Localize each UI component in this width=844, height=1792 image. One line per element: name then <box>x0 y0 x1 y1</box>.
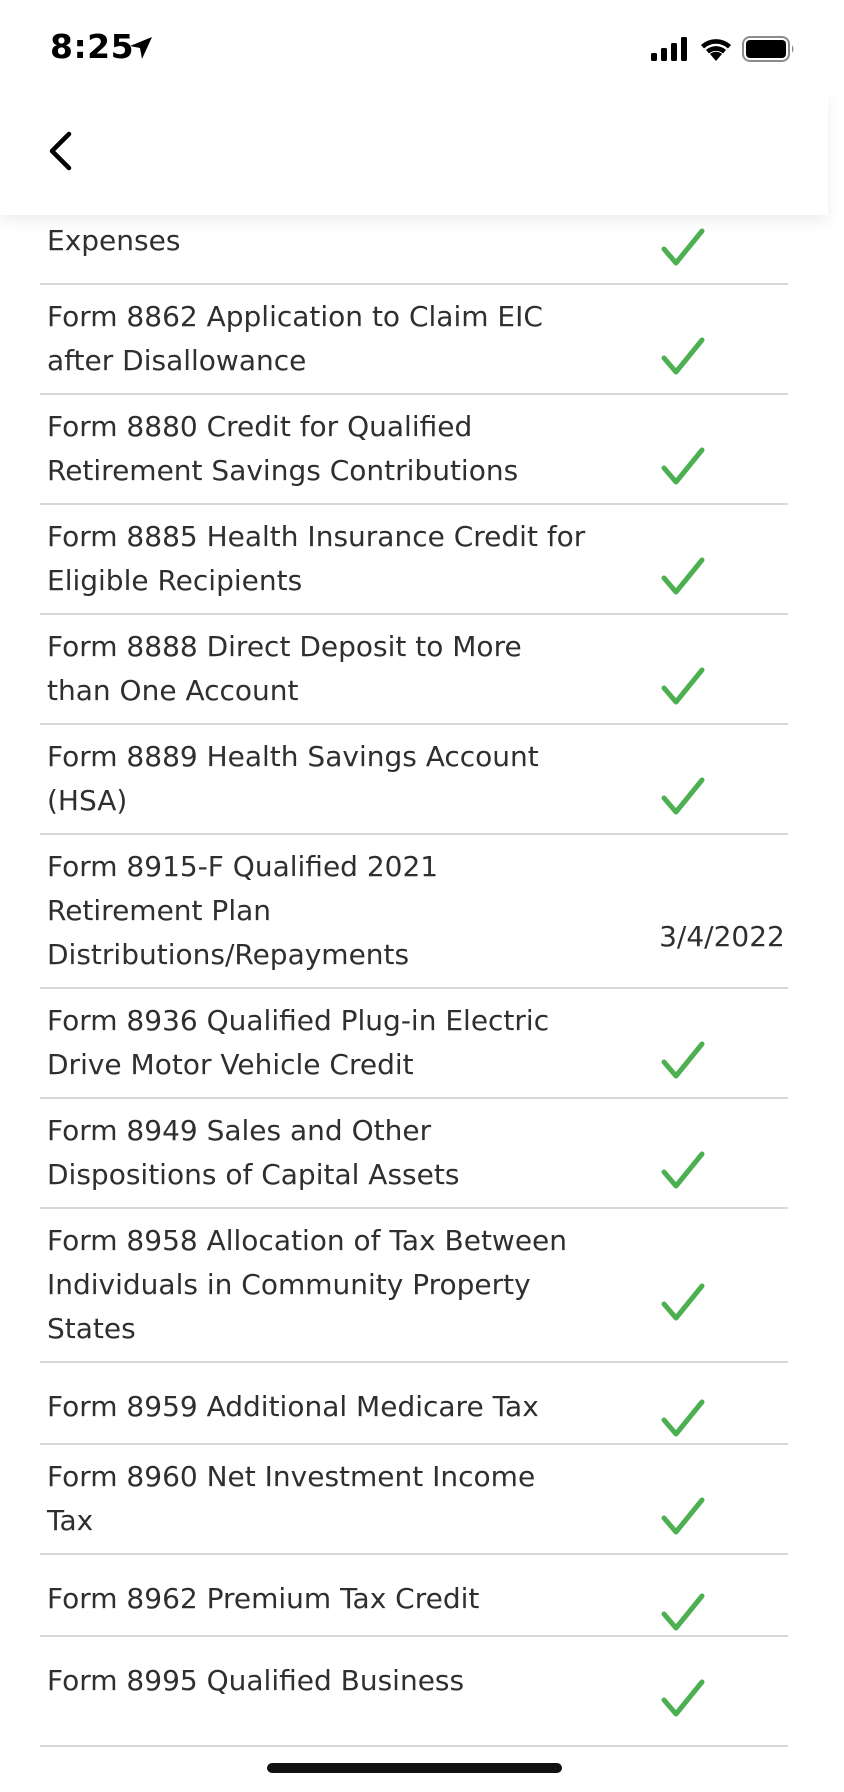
checkmark-icon <box>660 1040 706 1082</box>
form-status-date: 3/4/2022 <box>659 920 785 953</box>
checkmark-icon <box>660 776 706 818</box>
form-row[interactable] <box>40 1637 788 1747</box>
form-label: Form 8862 Application to Claim EIC after Disallowance <box>47 300 543 377</box>
form-row[interactable] <box>40 725 788 835</box>
form-label: Form 8888 Direct Deposit to More than One Account <box>47 630 522 707</box>
checkmark-icon <box>660 1398 706 1440</box>
form-row[interactable] <box>40 615 788 725</box>
home-indicator <box>267 1763 562 1773</box>
form-row[interactable] <box>40 395 788 505</box>
checkmark-icon <box>660 556 706 598</box>
checkmark-icon <box>660 1496 706 1538</box>
battery-icon <box>742 36 796 62</box>
wifi-icon <box>698 35 734 61</box>
form-label: Form 8915-F Qualified 2021 Retirement Plan Distributions/Repayments <box>47 850 439 971</box>
form-row[interactable] <box>40 1209 788 1363</box>
form-row[interactable] <box>40 1445 788 1555</box>
checkmark-icon <box>660 1678 706 1720</box>
form-row[interactable] <box>40 1099 788 1209</box>
form-row[interactable] <box>40 989 788 1099</box>
form-label: Form 8958 Allocation of Tax Between Individuals in Community Property States <box>47 1224 568 1345</box>
form-label: Form 8880 Credit for Qualified Retirement Savings Contributions <box>47 410 519 487</box>
navigation-bar <box>0 92 828 215</box>
form-row[interactable] <box>40 1555 788 1637</box>
status-time: 8:25 <box>50 27 135 66</box>
form-row[interactable] <box>40 835 788 989</box>
checkmark-icon <box>660 1592 706 1634</box>
back-button[interactable] <box>30 116 90 186</box>
form-label: Form 8959 Additional Medicare Tax <box>47 1390 539 1423</box>
checkmark-icon <box>660 336 706 378</box>
form-row[interactable] <box>40 1363 788 1445</box>
cellular-signal-icon <box>651 37 689 61</box>
checkmark-icon <box>660 227 706 269</box>
form-label: Form 8885 Health Insurance Credit for Eligible Recipients <box>47 520 586 597</box>
form-label: Form 8960 Net Investment Income Tax <box>47 1460 536 1537</box>
form-row[interactable] <box>40 285 788 395</box>
checkmark-icon <box>660 1282 706 1324</box>
form-label: Expenses <box>47 224 181 257</box>
status-bar <box>0 0 828 92</box>
form-label: Form 8962 Premium Tax Credit <box>47 1582 480 1615</box>
form-label: Form 8949 Sales and Other Dispositions of Capital Assets <box>47 1114 460 1191</box>
location-arrow-icon <box>128 35 154 61</box>
checkmark-icon <box>660 446 706 488</box>
chevron-left-icon <box>45 131 75 171</box>
forms-list[interactable] <box>0 215 828 1725</box>
form-row[interactable] <box>40 505 788 615</box>
form-label: Form 8889 Health Savings Account (HSA) <box>47 740 539 817</box>
checkmark-icon <box>660 666 706 708</box>
form-label: Form 8995 Qualified Business <box>47 1664 465 1697</box>
form-label: Form 8936 Qualified Plug-in Electric Drive Motor Vehicle Credit <box>47 1004 550 1081</box>
checkmark-icon <box>660 1150 706 1192</box>
